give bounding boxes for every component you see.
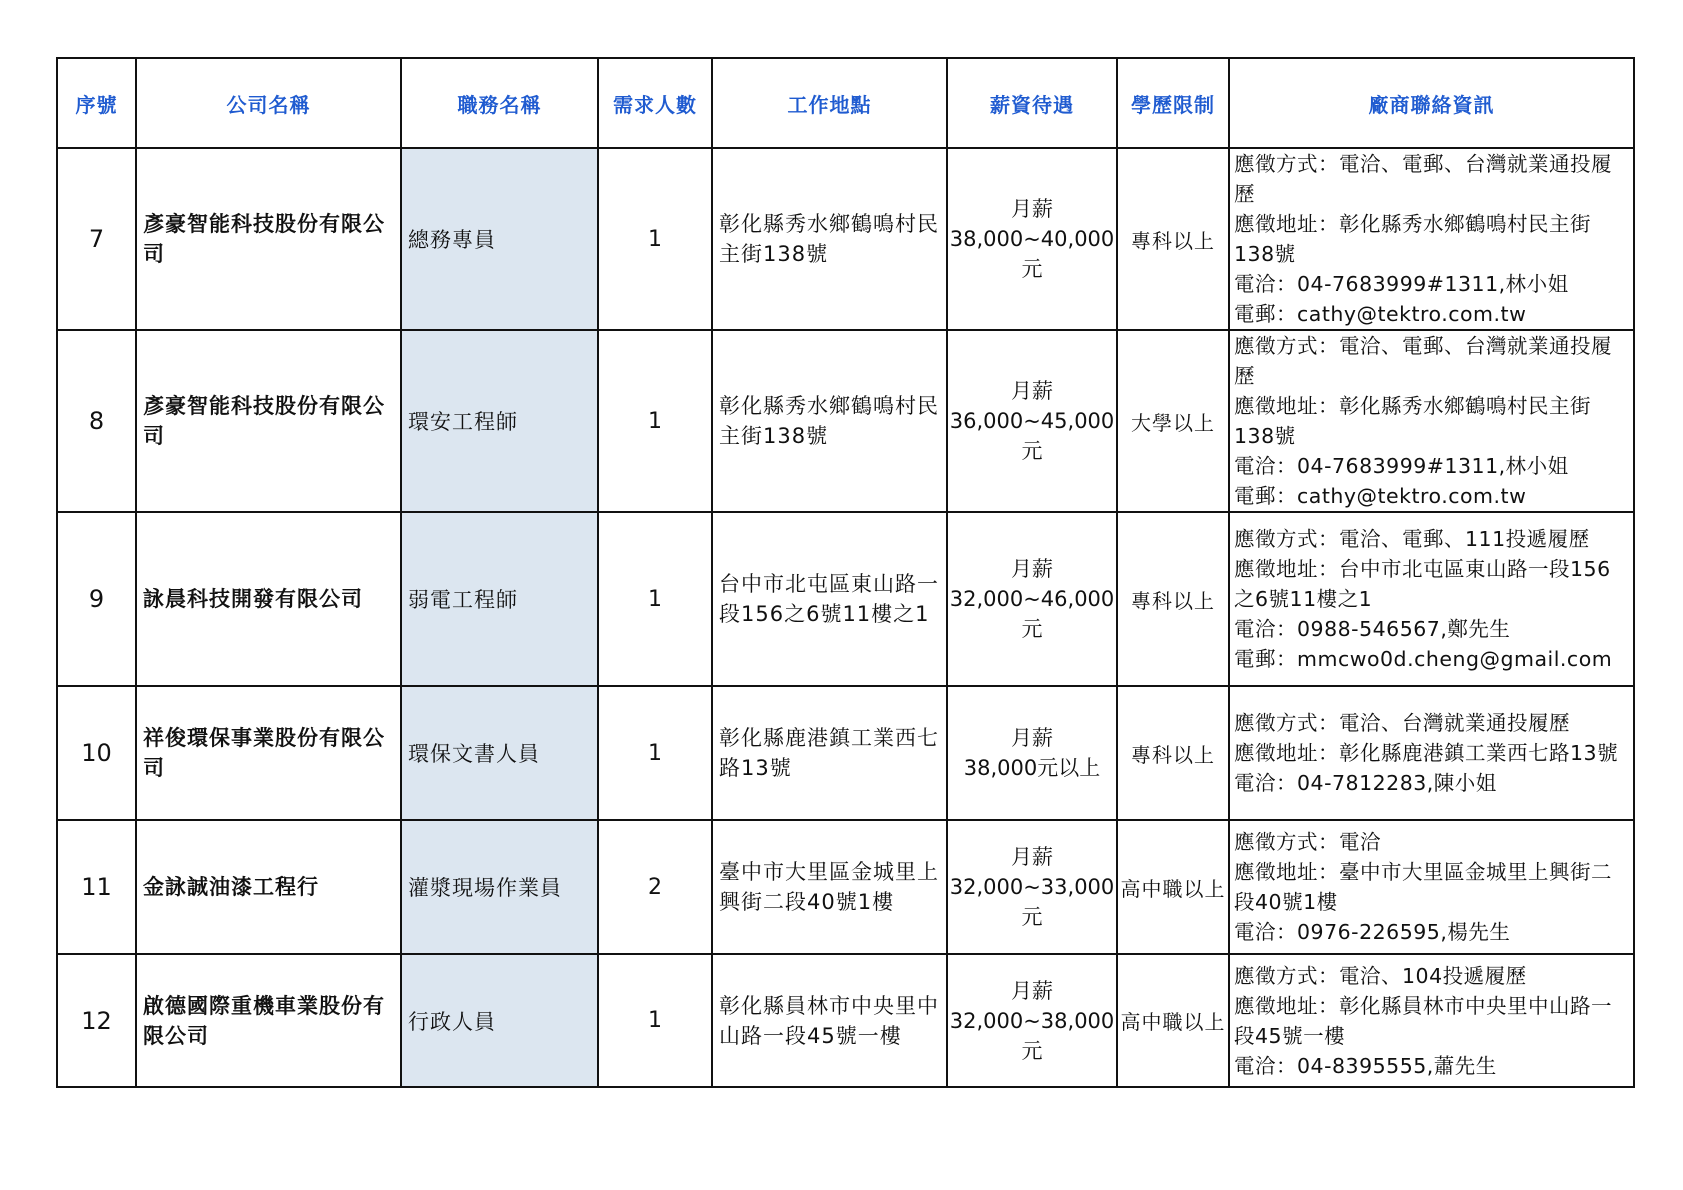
headcount: 1 [598, 954, 712, 1087]
apply-address: 應徵地址：臺中市大里區金城里上興街二段40號1樓 [1234, 860, 1612, 914]
salary [947, 148, 1117, 330]
salary-unit: 元 [1021, 905, 1043, 929]
headcount: 1 [598, 148, 712, 330]
salary-label: 月薪 [1011, 379, 1053, 403]
contact-info [1229, 148, 1634, 330]
apply-address: 應徵地址：彰化縣秀水鄉鶴鳴村民主街138號 [1234, 212, 1591, 266]
contact-info [1229, 954, 1634, 1087]
job-title: 行政人員 [401, 954, 598, 1087]
education-requirement: 專科以上 [1117, 148, 1229, 330]
headcount: 1 [598, 330, 712, 512]
job-listing-table [56, 57, 1635, 1088]
salary [947, 686, 1117, 820]
salary-label: 月薪 [1011, 197, 1053, 221]
apply-method: 應徵方式：電洽、104投遞履歷 [1234, 963, 1527, 988]
headcount: 2 [598, 820, 712, 954]
contact-phone: 電洽：04-7683999#1311,林小姐 [1234, 454, 1569, 478]
apply-address: 應徵地址：彰化縣秀水鄉鶴鳴村民主街138號 [1234, 394, 1591, 448]
salary [947, 512, 1117, 686]
contact-info [1229, 512, 1634, 686]
contact-info [1229, 820, 1634, 954]
header-contact: 廠商聯絡資訊 [1229, 58, 1634, 148]
education-requirement: 專科以上 [1117, 512, 1229, 686]
apply-address: 應徵地址：彰化縣員林市中央里中山路一段45號一樓 [1234, 993, 1612, 1048]
row-number: 8 [57, 330, 136, 512]
contact-email: 電郵：cathy@tektro.com.tw [1234, 302, 1527, 326]
header-salary: 薪資待遇 [947, 58, 1117, 148]
salary-range: 36,000~45,000 [949, 409, 1115, 433]
row-number: 9 [57, 512, 136, 686]
contact-email: 電郵：cathy@tektro.com.tw [1234, 484, 1527, 508]
header-education: 學歷限制 [1117, 58, 1229, 148]
education-requirement: 專科以上 [1117, 686, 1229, 820]
education-requirement: 高中職以上 [1117, 820, 1229, 954]
work-location: 臺中市大里區金城里上興街二段40號1樓 [712, 820, 947, 954]
headcount: 1 [598, 686, 712, 820]
salary [947, 330, 1117, 512]
table-row [57, 686, 1634, 820]
apply-method: 應徵方式：電洽、電郵、111投遞履歷 [1234, 527, 1590, 551]
header-location: 工作地點 [712, 58, 947, 148]
row-number: 10 [57, 686, 136, 820]
apply-method: 應徵方式：電洽、電郵、台灣就業通投履歷 [1234, 334, 1612, 388]
contact-phone: 電洽：04-7812283,陳小姐 [1234, 771, 1497, 795]
contact-info [1229, 686, 1634, 820]
salary-unit: 元 [1021, 439, 1043, 463]
header-company: 公司名稱 [136, 58, 401, 148]
row-number: 7 [57, 148, 136, 330]
company-name: 金詠誠油漆工程行 [136, 820, 401, 954]
contact-phone: 電洽：0988-546567,鄭先生 [1234, 617, 1511, 641]
contact-email: 電郵：mmcwo0d.cheng@gmail.com [1234, 647, 1613, 671]
salary-range: 32,000~33,000 [949, 875, 1115, 899]
table-row [57, 512, 1634, 686]
company-name: 彥豪智能科技股份有限公司 [136, 148, 401, 330]
apply-method: 應徵方式：電洽、台灣就業通投履歷 [1234, 711, 1570, 735]
salary-range: 32,000~38,000 [949, 1008, 1115, 1033]
company-name: 彥豪智能科技股份有限公司 [136, 330, 401, 512]
job-title: 弱電工程師 [401, 512, 598, 686]
company-name: 詠晨科技開發有限公司 [136, 512, 401, 686]
contact-phone: 電洽：0976-226595,楊先生 [1234, 920, 1511, 944]
work-location: 彰化縣鹿港鎮工業西七路13號 [712, 686, 947, 820]
salary-unit: 元 [1021, 617, 1043, 641]
education-requirement: 高中職以上 [1117, 954, 1229, 1087]
job-title: 環保文書人員 [401, 686, 598, 820]
salary-unit: 元 [1021, 1038, 1043, 1063]
apply-method: 應徵方式：電洽、電郵、台灣就業通投履歷 [1234, 152, 1612, 206]
salary-unit: 元 [1021, 257, 1043, 281]
salary-range: 38,000~40,000 [949, 227, 1115, 251]
contact-info [1229, 330, 1634, 512]
contact-phone: 電洽：04-7683999#1311,林小姐 [1234, 272, 1569, 296]
header-title: 職務名稱 [401, 58, 598, 148]
salary-range: 32,000~46,000 [949, 587, 1115, 611]
salary-label: 月薪 [1011, 726, 1053, 750]
apply-method: 應徵方式：電洽 [1234, 830, 1381, 854]
company-name: 啟德國際重機車業股份有限公司 [136, 954, 401, 1087]
work-location: 彰化縣員林市中央里中山路一段45號一樓 [712, 954, 947, 1087]
headcount: 1 [598, 512, 712, 686]
apply-address: 應徵地址：台中市北屯區東山路一段156之6號11樓之1 [1234, 557, 1611, 611]
job-title: 灌漿現場作業員 [401, 820, 598, 954]
apply-address: 應徵地址：彰化縣鹿港鎮工業西七路13號 [1234, 741, 1619, 765]
header-no: 序號 [57, 58, 136, 148]
work-location: 彰化縣秀水鄉鶴鳴村民主街138號 [712, 148, 947, 330]
table-row [57, 954, 1634, 1087]
header-count: 需求人數 [598, 58, 712, 148]
table-row [57, 820, 1634, 954]
table-header-row [57, 58, 1634, 148]
job-title: 環安工程師 [401, 330, 598, 512]
job-title: 總務專員 [401, 148, 598, 330]
row-number: 12 [57, 954, 136, 1087]
salary [947, 954, 1117, 1087]
salary-label: 月薪 [1011, 557, 1053, 581]
work-location: 彰化縣秀水鄉鶴鳴村民主街138號 [712, 330, 947, 512]
education-requirement: 大學以上 [1117, 330, 1229, 512]
company-name: 祥俊環保事業股份有限公司 [136, 686, 401, 820]
salary-label: 月薪 [1011, 978, 1053, 1003]
row-number: 11 [57, 820, 136, 954]
contact-phone: 電洽：04-8395555,蕭先生 [1234, 1053, 1497, 1078]
salary [947, 820, 1117, 954]
salary-range: 38,000元以上 [963, 756, 1101, 780]
table-row [57, 330, 1634, 512]
salary-label: 月薪 [1011, 845, 1053, 869]
table-row [57, 148, 1634, 330]
work-location: 台中市北屯區東山路一段156之6號11樓之1 [712, 512, 947, 686]
